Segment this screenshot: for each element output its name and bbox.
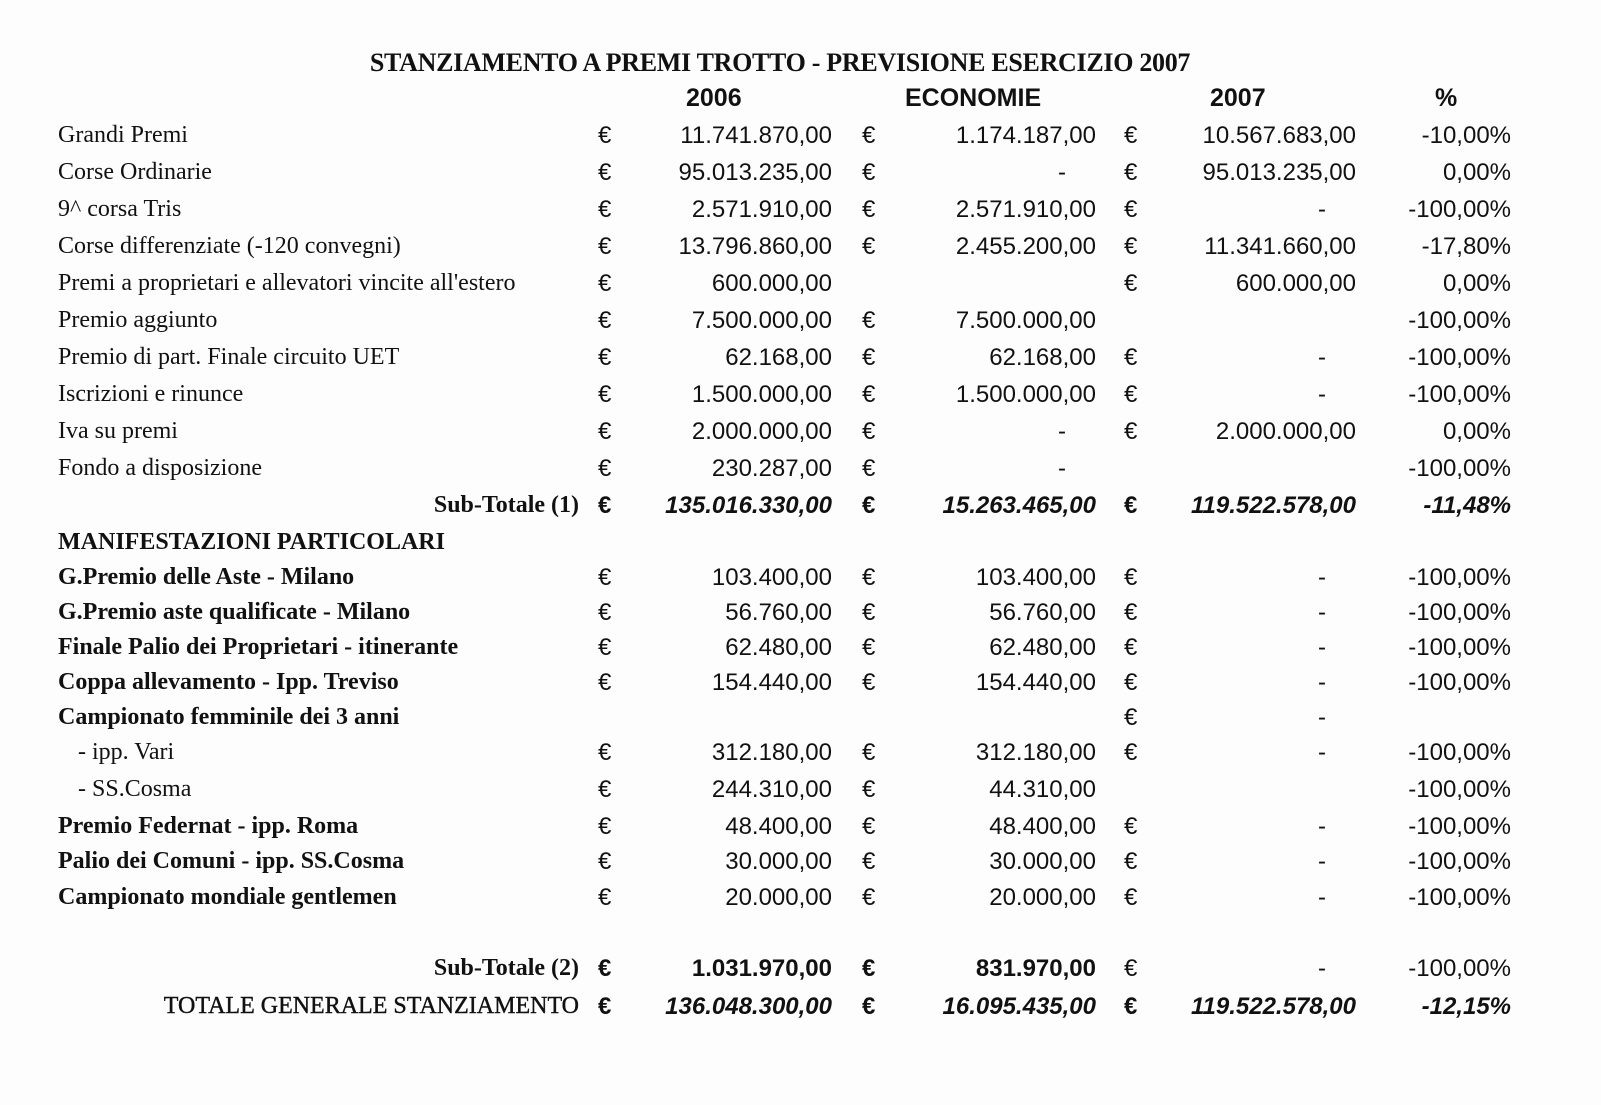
- value-economie: 15.263.465,00: [942, 492, 1096, 519]
- value-economie: 16.095.435,00: [942, 993, 1096, 1020]
- value-2006: 103.400,00: [711, 564, 832, 591]
- euro-symbol: €: [598, 455, 612, 482]
- euro-symbol: €: [598, 848, 612, 875]
- value-2007: -: [1318, 634, 1326, 661]
- subtotal-1-row: [0, 492, 1601, 528]
- euro-symbol: €: [862, 455, 876, 482]
- euro-symbol: €: [1124, 884, 1138, 911]
- value-economie: 20.000,00: [989, 884, 1096, 911]
- euro-symbol: €: [1124, 813, 1138, 840]
- value-percent: -100,00%: [1408, 307, 1511, 334]
- euro-symbol: €: [862, 418, 876, 445]
- column-header-2007: 2007: [1210, 84, 1266, 112]
- value-percent: -100,00%: [1408, 381, 1511, 408]
- table-row: [0, 599, 1601, 635]
- euro-symbol: €: [862, 739, 876, 766]
- euro-symbol: €: [862, 848, 876, 875]
- value-2006: 95.013.235,00: [678, 159, 832, 186]
- value-2006: 7.500.000,00: [691, 307, 832, 334]
- euro-symbol: €: [862, 634, 876, 661]
- euro-symbol: €: [862, 599, 876, 626]
- value-2007: -: [1318, 381, 1326, 408]
- value-2006: 1.031.970,00: [691, 955, 832, 982]
- value-percent: -11,48%: [1423, 492, 1511, 519]
- row-label: Campionato femminile dei 3 anni: [58, 704, 400, 730]
- table-row: [0, 669, 1601, 705]
- euro-symbol: €: [1124, 418, 1138, 445]
- euro-symbol: €: [862, 159, 876, 186]
- euro-symbol: €: [862, 813, 876, 840]
- row-label: - ipp. Vari: [78, 739, 175, 765]
- value-percent: -100,00%: [1408, 955, 1511, 982]
- value-2007: -: [1318, 196, 1326, 223]
- value-2006: 13.796.860,00: [678, 233, 832, 260]
- euro-symbol: €: [598, 492, 612, 519]
- value-economie: 154.440,00: [975, 669, 1096, 696]
- grand-total-row: [0, 993, 1601, 1029]
- euro-symbol: €: [598, 599, 612, 626]
- value-2006: 48.400,00: [725, 813, 832, 840]
- grand-total-label: TOTALE GENERALE STANZIAMENTO: [163, 993, 579, 1019]
- value-2006: 154.440,00: [711, 669, 832, 696]
- euro-symbol: €: [862, 669, 876, 696]
- value-2007: 600.000,00: [1235, 270, 1356, 297]
- value-2007: 10.567.683,00: [1202, 122, 1356, 149]
- value-percent: -100,00%: [1408, 634, 1511, 661]
- euro-symbol: €: [1124, 669, 1138, 696]
- value-2007: -: [1318, 344, 1326, 371]
- value-economie: 312.180,00: [975, 739, 1096, 766]
- euro-symbol: €: [1124, 704, 1138, 731]
- euro-symbol: €: [598, 307, 612, 334]
- table-row: [0, 307, 1601, 343]
- value-2007: 95.013.235,00: [1202, 159, 1356, 186]
- euro-symbol: €: [862, 564, 876, 591]
- euro-symbol: €: [862, 955, 876, 982]
- table-row: [0, 848, 1601, 884]
- value-2006: 136.048.300,00: [665, 993, 832, 1020]
- row-label: Campionato mondiale gentlemen: [58, 884, 397, 910]
- row-label: Premio aggiunto: [58, 307, 218, 333]
- euro-symbol: €: [598, 739, 612, 766]
- value-2007: -: [1318, 704, 1326, 731]
- table-row: [0, 564, 1601, 600]
- value-2006: 11.741.870,00: [680, 122, 832, 149]
- table-row: [0, 233, 1601, 269]
- row-label: Iva su premi: [58, 418, 178, 444]
- euro-symbol: €: [1124, 564, 1138, 591]
- value-2006: 2.000.000,00: [691, 418, 832, 445]
- euro-symbol: €: [1124, 634, 1138, 661]
- row-label: Premio di part. Finale circuito UET: [58, 344, 400, 370]
- row-label: Coppa allevamento - Ipp. Treviso: [58, 669, 399, 695]
- value-economie: -: [1058, 159, 1066, 186]
- value-2007: -: [1318, 669, 1326, 696]
- euro-symbol: €: [598, 381, 612, 408]
- value-economie: 2.455.200,00: [955, 233, 1096, 260]
- euro-symbol: €: [598, 196, 612, 223]
- section-heading: MANIFESTAZIONI PARTICOLARI: [58, 529, 445, 555]
- value-2006: 62.480,00: [725, 634, 832, 661]
- value-2006: 1.500.000,00: [691, 381, 832, 408]
- table-row: [0, 381, 1601, 417]
- euro-symbol: €: [1124, 344, 1138, 371]
- euro-symbol: €: [598, 669, 612, 696]
- row-label: Premi a proprietari e allevatori vincite all'estero: [58, 270, 516, 296]
- column-header-2006: 2006: [686, 84, 742, 112]
- euro-symbol: €: [1124, 122, 1138, 149]
- value-percent: -100,00%: [1408, 455, 1511, 482]
- value-2007: 119.522.578,00: [1190, 492, 1356, 519]
- table-row: [0, 455, 1601, 491]
- euro-symbol: €: [1124, 739, 1138, 766]
- value-economie: 62.168,00: [989, 344, 1096, 371]
- euro-symbol: €: [1124, 381, 1138, 408]
- value-2006: 135.016.330,00: [665, 492, 832, 519]
- table-row: [0, 776, 1601, 812]
- euro-symbol: €: [598, 122, 612, 149]
- value-2007: -: [1318, 884, 1326, 911]
- euro-symbol: €: [1124, 196, 1138, 223]
- euro-symbol: €: [598, 776, 612, 803]
- value-economie: 48.400,00: [989, 813, 1096, 840]
- euro-symbol: €: [862, 344, 876, 371]
- value-2007: 119.522.578,00: [1190, 993, 1356, 1020]
- euro-symbol: €: [862, 884, 876, 911]
- value-economie: 1.174.187,00: [955, 122, 1096, 149]
- value-2007: -: [1318, 599, 1326, 626]
- euro-symbol: €: [598, 993, 612, 1020]
- value-percent: 0,00%: [1442, 418, 1511, 445]
- value-2006: 56.760,00: [725, 599, 832, 626]
- euro-symbol: €: [862, 307, 876, 334]
- value-2006: 244.310,00: [711, 776, 832, 803]
- section-heading-row: [0, 529, 1601, 565]
- table-row: [0, 159, 1601, 195]
- table-row: [0, 122, 1601, 158]
- euro-symbol: €: [862, 233, 876, 260]
- table-row: [0, 270, 1601, 306]
- value-percent: -100,00%: [1408, 739, 1511, 766]
- row-label: Corse differenziate (-120 convegni): [58, 233, 401, 259]
- euro-symbol: €: [1124, 233, 1138, 260]
- row-label: Iscrizioni e rinunce: [58, 381, 244, 407]
- table-row: [0, 344, 1601, 380]
- euro-symbol: €: [862, 776, 876, 803]
- value-economie: 7.500.000,00: [955, 307, 1096, 334]
- value-percent: -100,00%: [1408, 776, 1511, 803]
- euro-symbol: €: [862, 381, 876, 408]
- value-percent: -100,00%: [1408, 884, 1511, 911]
- value-percent: 0,00%: [1442, 270, 1511, 297]
- subtotal-2-row: [0, 955, 1601, 991]
- column-header-percent: %: [1435, 84, 1458, 112]
- value-percent: -100,00%: [1408, 564, 1511, 591]
- value-2006: 2.571.910,00: [691, 196, 832, 223]
- value-2006: 230.287,00: [711, 455, 832, 482]
- value-percent: -100,00%: [1408, 813, 1511, 840]
- table-row: [0, 813, 1601, 849]
- euro-symbol: €: [1124, 270, 1138, 297]
- row-label: - SS.Cosma: [78, 776, 192, 802]
- euro-symbol: €: [1124, 993, 1138, 1020]
- value-economie: 103.400,00: [975, 564, 1096, 591]
- value-2007: 2.000.000,00: [1215, 418, 1356, 445]
- row-label: G.Premio delle Aste - Milano: [58, 564, 355, 590]
- euro-symbol: €: [598, 233, 612, 260]
- value-percent: -10,00%: [1421, 122, 1511, 149]
- value-2007: -: [1318, 955, 1326, 982]
- table-row: [0, 739, 1601, 775]
- table-row: [0, 418, 1601, 454]
- euro-symbol: €: [1124, 955, 1138, 982]
- euro-symbol: €: [598, 270, 612, 297]
- euro-symbol: €: [1124, 599, 1138, 626]
- value-2006: 20.000,00: [725, 884, 832, 911]
- euro-symbol: €: [598, 634, 612, 661]
- value-percent: -12,15%: [1421, 993, 1511, 1020]
- row-label: Fondo a disposizione: [58, 455, 262, 481]
- table-row: [0, 704, 1601, 740]
- value-2007: -: [1318, 739, 1326, 766]
- value-2006: 312.180,00: [711, 739, 832, 766]
- euro-symbol: €: [598, 955, 612, 982]
- euro-symbol: €: [1124, 159, 1138, 186]
- euro-symbol: €: [598, 159, 612, 186]
- value-percent: -100,00%: [1408, 599, 1511, 626]
- value-percent: -100,00%: [1408, 344, 1511, 371]
- value-2006: 600.000,00: [711, 270, 832, 297]
- table-row: [0, 634, 1601, 670]
- value-economie: 56.760,00: [989, 599, 1096, 626]
- euro-symbol: €: [598, 813, 612, 840]
- value-2007: -: [1318, 813, 1326, 840]
- euro-symbol: €: [862, 993, 876, 1020]
- euro-symbol: €: [862, 122, 876, 149]
- value-percent: -100,00%: [1408, 848, 1511, 875]
- subtotal-label: Sub-Totale (2): [433, 955, 579, 981]
- euro-symbol: €: [1124, 848, 1138, 875]
- euro-symbol: €: [1124, 492, 1138, 519]
- value-economie: -: [1058, 418, 1066, 445]
- value-percent: -17,80%: [1421, 233, 1511, 260]
- euro-symbol: €: [598, 564, 612, 591]
- value-economie: 831.970,00: [975, 955, 1096, 982]
- euro-symbol: €: [862, 492, 876, 519]
- value-economie: -: [1058, 455, 1066, 482]
- value-2007: -: [1318, 564, 1326, 591]
- table-row: [0, 884, 1601, 920]
- value-2007: 11.341.660,00: [1204, 233, 1356, 260]
- document-title: STANZIAMENTO A PREMI TROTTO - PREVISIONE ESERCIZIO 2007: [369, 48, 1191, 77]
- subtotal-label: Sub-Totale (1): [433, 492, 579, 518]
- value-economie: 2.571.910,00: [955, 196, 1096, 223]
- row-label: Finale Palio dei Proprietari - itinerante: [58, 634, 459, 660]
- value-percent: 0,00%: [1442, 159, 1511, 186]
- euro-symbol: €: [862, 196, 876, 223]
- value-2007: -: [1318, 848, 1326, 875]
- value-2006: 62.168,00: [725, 344, 832, 371]
- euro-symbol: €: [598, 418, 612, 445]
- value-economie: 1.500.000,00: [955, 381, 1096, 408]
- value-percent: -100,00%: [1408, 669, 1511, 696]
- row-label: Corse Ordinarie: [58, 159, 212, 185]
- row-label: 9^ corsa Tris: [58, 196, 182, 222]
- table-row: [0, 196, 1601, 232]
- value-2006: 30.000,00: [725, 848, 832, 875]
- euro-symbol: €: [598, 344, 612, 371]
- euro-symbol: €: [598, 884, 612, 911]
- value-percent: -100,00%: [1408, 196, 1511, 223]
- row-label: Premio Federnat - ipp. Roma: [58, 813, 359, 839]
- row-label: Grandi Premi: [58, 122, 188, 148]
- value-economie: 44.310,00: [989, 776, 1096, 803]
- value-economie: 62.480,00: [989, 634, 1096, 661]
- row-label: Palio dei Comuni - ipp. SS.Cosma: [58, 848, 405, 874]
- row-label: G.Premio aste qualificate - Milano: [58, 599, 411, 625]
- column-header-economie: ECONOMIE: [905, 84, 1042, 112]
- value-economie: 30.000,00: [989, 848, 1096, 875]
